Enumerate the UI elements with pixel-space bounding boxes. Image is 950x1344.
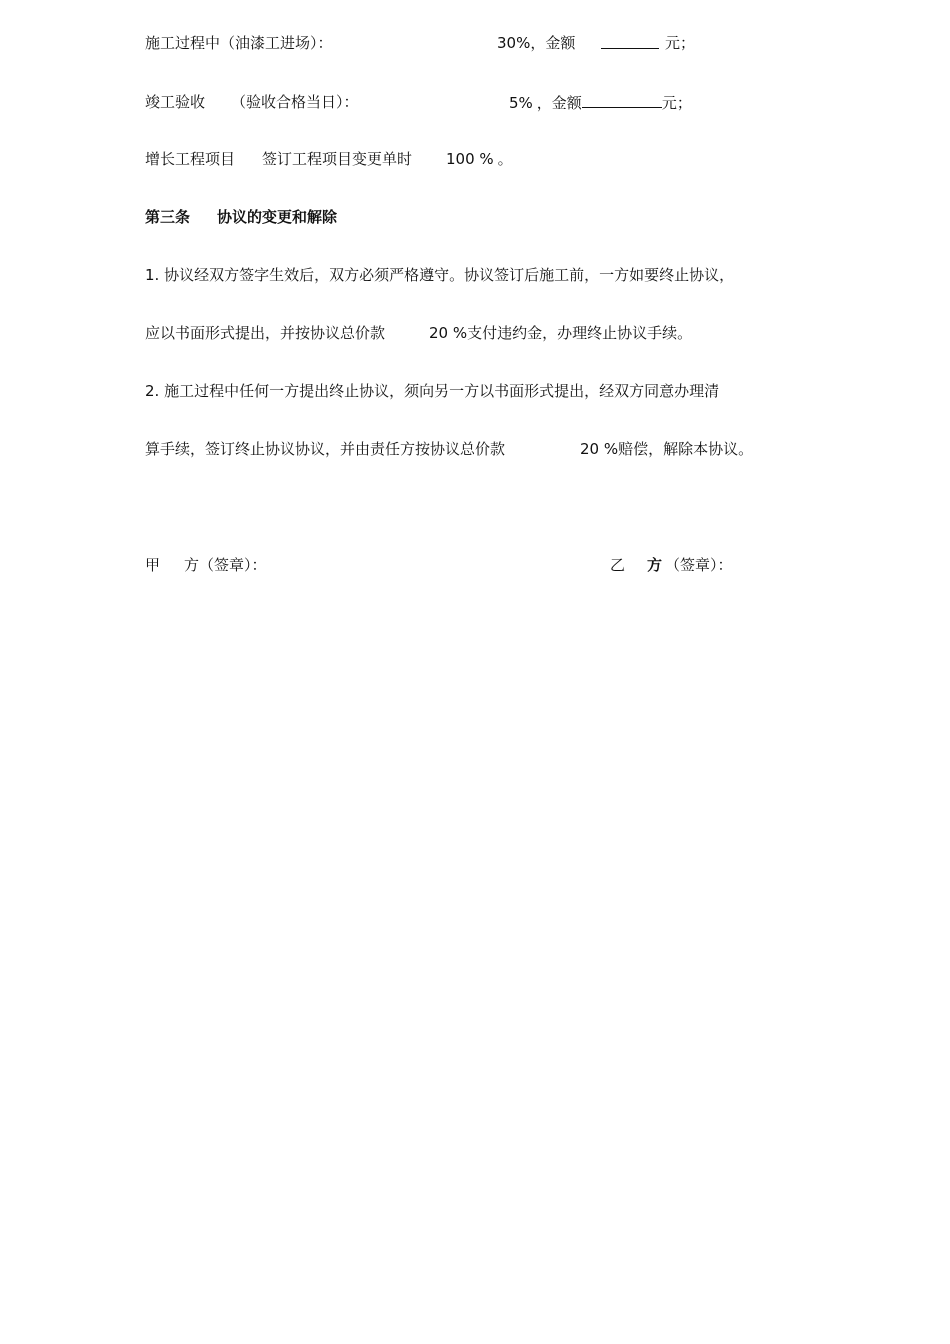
clause-2-line-2-end: 赔偿，解除本协议。	[618, 440, 754, 458]
payment-row-1-amount	[497, 33, 575, 53]
clause-1-number: 1	[145, 266, 155, 284]
payment-row-1-blank	[601, 33, 659, 54]
clause-1-line-1	[145, 265, 734, 285]
payment-row-2-blank	[582, 92, 662, 108]
payment-row-1-label: 施工过程中（油漆工进场）：	[145, 34, 333, 52]
payment-row-3-label: 增长工程项目	[145, 150, 236, 168]
payment-row-2-unit: 元；	[661, 94, 692, 112]
clause-2-percent: 20 %	[580, 440, 619, 458]
party-a-char: 甲	[145, 556, 161, 574]
clause-1-line-2b	[429, 323, 692, 343]
payment-row-2-amount-label: ，金额	[536, 94, 582, 112]
party-a-signature-label: 方（签章）：	[184, 556, 267, 574]
clause-2-line-2a: 算手续，签订终止协议协议，并由责任方按协议总价款	[145, 440, 506, 458]
payment-row-2-note: （验收合格当日）：	[231, 93, 359, 111]
clause-1-text: . 协议经双方签字生效后，双方必须严格遵守。协议签订后施工前，一方如要终止协议，	[154, 266, 735, 284]
clause-1-line-2a: 应以书面形式提出，并按协议总价款	[145, 324, 386, 342]
payment-row-1-unit: 元；	[665, 34, 696, 52]
clause-2-number: 2	[145, 382, 155, 400]
payment-row-3-percent: 100 %	[446, 150, 494, 168]
payment-row-3-value	[446, 149, 513, 169]
payment-row-1-amount-label: ，金额	[530, 34, 576, 52]
payment-row-3-note: 签订工程项目变更单时	[262, 150, 413, 168]
party-b-fang: 方	[647, 556, 663, 574]
payment-row-1-percent: 30%	[497, 34, 531, 52]
article-3-number: 第三条	[145, 208, 191, 226]
payment-row-2-percent: 5%	[509, 94, 533, 112]
payment-row-2-amount	[509, 92, 692, 113]
clause-1-line-2-end: 支付违约金，办理终止协议手续。	[467, 324, 693, 342]
party-b-signature-label: （签章）：	[665, 556, 733, 574]
clause-2-line-1	[145, 381, 719, 401]
article-3-title: 协议的变更和解除	[217, 208, 338, 226]
party-b-char: 乙	[610, 556, 626, 574]
clause-2-text: . 施工过程中任何一方提出终止协议，须向另一方以书面形式提出，经双方同意办理清	[154, 382, 720, 400]
clause-2-line-2b	[580, 439, 753, 459]
payment-row-3-end: 。	[497, 150, 513, 168]
payment-row-2-label: 竣工验收	[145, 93, 206, 111]
clause-1-percent: 20 %	[429, 324, 468, 342]
